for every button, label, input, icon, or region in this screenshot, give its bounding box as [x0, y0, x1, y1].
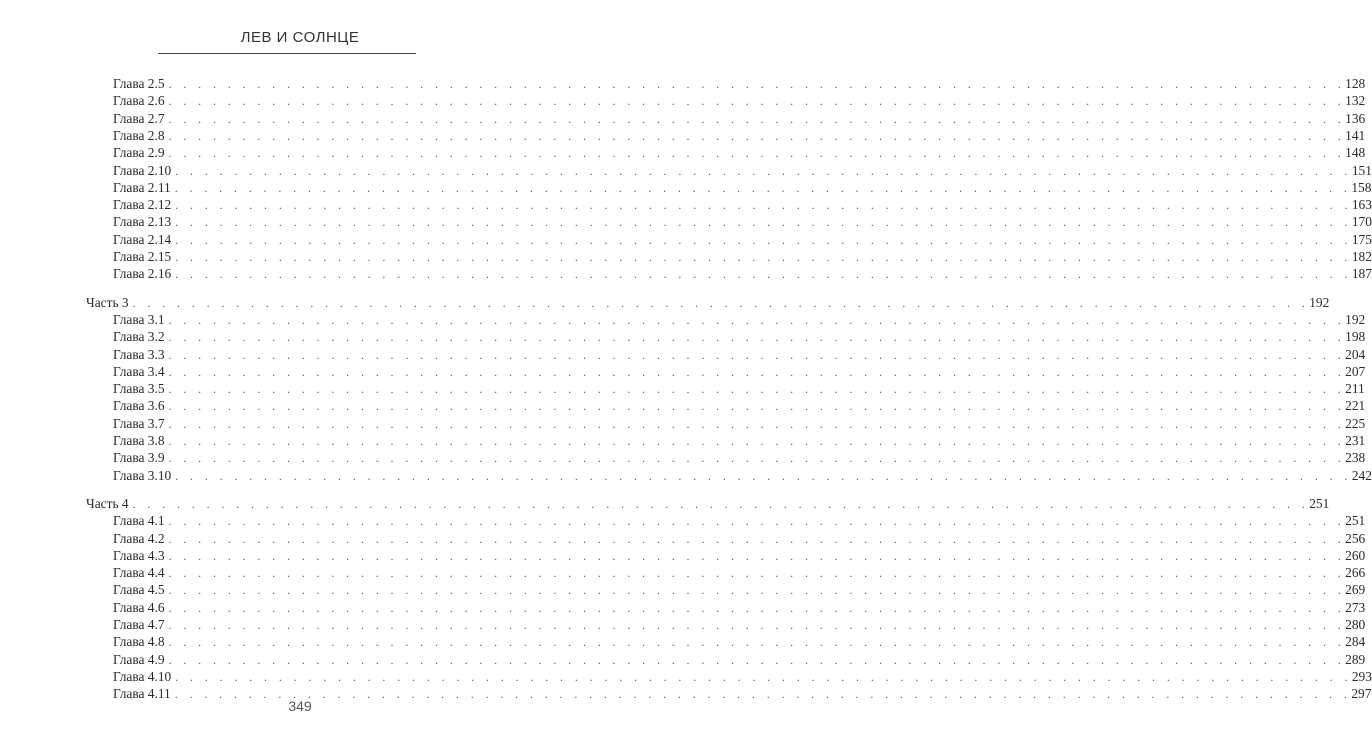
toc-chapter-entry	[113, 599, 1366, 616]
toc-entry-label: Глава 2.14	[113, 231, 172, 247]
toc-entry-page: 151	[1351, 162, 1372, 178]
toc-entry-label: Глава 2.8	[113, 127, 165, 143]
toc-dot-leader: . . . . . . . . . . . . . . . . . . . . . . . . . . . . . . . . . . . . . . . . . . . . . . . . . . . . . . . . . . . . . . . . . . . . . . . . . . . . . . . .	[175, 163, 1352, 178]
toc-entry-label: Глава 4.5	[113, 582, 165, 598]
toc-dot-leader: . . . . . . . . . . . . . . . . . . . . . . . . . . . . . . . . . . . . . . . . . . . . . . . . . . . . . . . . . . . . . . . . . . . . . . . . . . . . . . . .	[168, 111, 1346, 126]
toc-chapter-entry	[113, 616, 1366, 633]
toc-entry-label: Глава 3.9	[113, 450, 165, 466]
toc-chapter-entry	[113, 449, 1366, 466]
toc-entry-label: Глава 2.12	[113, 197, 172, 213]
toc-dot-leader: . . . . . . . . . . . . . . . . . . . . . . . . . . . . . . . . . . . . . . . . . . . . . . . . . . . . . . . . . . . . . . . . . . . . . . . . . . . . . . . .	[175, 267, 1352, 282]
toc-dot-leader: . . . . . . . . . . . . . . . . . . . . . . . . . . . . . . . . . . . . . . . . . . . . . . . . . . . . . . . . . . . . . . . . . . . . . . . . . . . . . . . .	[168, 364, 1346, 379]
toc-entry-page: 204	[1345, 346, 1366, 362]
toc-entry-page: 192	[1345, 311, 1366, 327]
toc-chapter-entry	[113, 92, 1366, 109]
toc-dot-leader: . . . . . . . . . . . . . . . . . . . . . . . . . . . . . . . . . . . . . . . . . . . . . . . . . . . . . . . . . . . . . . . . . . . . . . . . . . . . . . . .	[168, 566, 1346, 581]
toc-dot-leader: . . . . . . . . . . . . . . . . . . . . . . . . . . . . . . . . . . . . . . . . . . . . . . . . . . . . . . . . . . . . . . . . . . . . . . . . . . . . . . . .	[168, 347, 1346, 362]
toc-entry-page: 238	[1345, 450, 1366, 466]
toc-entry-page: 221	[1345, 398, 1366, 414]
toc-dot-leader: . . . . . . . . . . . . . . . . . . . . . . . . . . . . . . . . . . . . . . . . . . . . . . . . . . . . . . . . . . . . . . . . . . . . . . . . . . . . . . . .	[168, 312, 1346, 327]
toc-entry-label: Глава 3.2	[113, 329, 165, 345]
toc-dot-leader: . . . . . . . . . . . . . . . . . . . . . . . . . . . . . . . . . . . . . . . . . . . . . . . . . . . . . . . . . . . . . . . . . . . . . . . . . . . . . . . .	[174, 180, 1352, 195]
toc-chapter-entry	[113, 75, 1366, 92]
toc-chapter-entry	[113, 651, 1366, 668]
toc-dot-leader: . . . . . . . . . . . . . . . . . . . . . . . . . . . . . . . . . . . . . . . . . . . . . . . . . . . . . . . . . . . . . . . . . . . . . . . . . . . . . . . .	[175, 232, 1352, 247]
toc-chapter-entry	[113, 380, 1365, 397]
toc-chapter-entry	[113, 196, 1372, 213]
toc-entry-label: Глава 2.13	[113, 214, 172, 230]
toc-entry-label: Глава 4.11	[113, 686, 171, 702]
toc-dot-leader: . . . . . . . . . . . . . . . . . . . . . . . . . . . . . . . . . . . . . . . . . . . . . . . . . . . . . . . . . . . . . . . . . . . . . . . . . . . . . . . .	[168, 451, 1346, 466]
toc-chapter-entry	[113, 248, 1372, 265]
toc-dot-leader: . . . . . . . . . . . . . . . . . . . . . . . . . . . . . . . . . . . . . . . . . . . . . . . . . . . . . . . . . . . . . . . . . . . . . . . . . . . . . . . .	[168, 583, 1346, 598]
toc-chapter-entry	[113, 179, 1372, 196]
toc-dot-leader: . . . . . . . . . . . . . . . . . . . . . . . . . . . . . . . . . . . . . . . . . . . . . . . . . . . . . . . . . . . . . . . . . . . . . . . . . . . . . . . .	[168, 531, 1346, 546]
toc-entry-label: Глава 4.3	[113, 547, 165, 563]
toc-dot-leader: . . . . . . . . . . . . . . . . . . . . . . . . . . . . . . . . . . . . . . . . . . . . . . . . . . . . . . . . . . . . . . . . . . . . . . . . . . . . . . . .	[168, 635, 1346, 650]
toc-entry-label: Глава 3.6	[113, 398, 165, 414]
toc-entry-label: Глава 4.2	[113, 530, 165, 546]
toc-entry-page: 260	[1345, 547, 1366, 563]
toc-dot-leader: . . . . . . . . . . . . . . . . . . . . . . . . . . . . . . . . . . . . . . . . . . . . . . . . . . . . . . . . . . . . . . . . . . . . . . . . . . . . . . . .	[175, 198, 1352, 213]
toc-dot-leader: . . . . . . . . . . . . . . . . . . . . . . . . . . . . . . . . . . . . . . . . . . . . . . . . . . . . . . . . . . . . . . . . . . . . . . . . . . . . . . . .	[168, 399, 1346, 414]
toc-dot-leader: . . . . . . . . . . . . . . . . . . . . . . . . . . . . . . . . . . . . . . . . . . . . . . . . . . . . . . . . . . . . . . . . . . . . . . . . . . . . . . . .	[168, 618, 1346, 632]
toc-dot-leader: . . . . . . . . . . . . . . . . . . . . . . . . . . . . . . . . . . . . . . . . . . . . . . . . . . . . . . . . . . . . . . . . . . . . . . . . . . . . . . . .	[168, 128, 1346, 143]
toc-chapter-entry	[113, 110, 1366, 127]
toc-part-entry	[86, 294, 1330, 311]
toc-dot-leader: . . . . . . . . . . . . . . . . . . . . . . . . . . . . . . . . . . . . . . . . . . . . . . . . . . . . . . . . . . . . . . . . . . . . . . . . . . . . . . . .	[132, 295, 1310, 310]
toc-entry-label: Глава 4.1	[113, 513, 165, 529]
toc-dot-leader: . . . . . . . . . . . . . . . . . . . . . . . . . . . . . . . . . . . . . . . . . . . . . . . . . . . . . . . . . . . . . . . . . . . . . . . . . . . . . . . .	[168, 330, 1346, 345]
running-head-title: ЛЕВ И СОЛНЦЕ	[240, 29, 360, 46]
toc-chapter-entry	[113, 265, 1372, 282]
toc-entry-label: Глава 2.9	[113, 145, 165, 161]
toc-entry-label: Глава 4.9	[113, 651, 165, 667]
toc-entry-page: 266	[1345, 565, 1366, 581]
toc-part-entry	[86, 495, 1330, 512]
toc-entry-label: Глава 3.7	[113, 415, 165, 431]
toc-entry-label: Глава 2.7	[113, 110, 165, 126]
toc-chapter-entry	[113, 547, 1366, 564]
toc-chapter-entry	[113, 213, 1372, 230]
toc-entry-page: 198	[1345, 329, 1366, 345]
toc-dot-leader: . . . . . . . . . . . . . . . . . . . . . . . . . . . . . . . . . . . . . . . . . . . . . . . . . . . . . . . . . . . . . . . . . . . . . . . . . . . . . . . .	[168, 94, 1346, 109]
toc-entry-label: Глава 4.10	[113, 668, 172, 684]
toc-entry-page: 225	[1345, 415, 1366, 431]
toc-dot-leader: . . . . . . . . . . . . . . . . . . . . . . . . . . . . . . . . . . . . . . . . . . . . . . . . . . . . . . . . . . . . . . . . . . . . . . . . . . . . . . . .	[168, 382, 1346, 397]
toc-entry-page: 231	[1345, 433, 1366, 448]
toc-chapter-entry	[113, 127, 1366, 144]
toc-chapter-entry	[113, 311, 1366, 328]
toc-entry-page: 141	[1345, 127, 1366, 143]
toc-entry-page: 187	[1351, 266, 1372, 282]
toc-chapter-entry	[113, 432, 1366, 449]
toc-dot-leader: . . . . . . . . . . . . . . . . . . . . . . . . . . . . . . . . . . . . . . . . . . . . . . . . . . . . . . . . . . . . . . . . . . . . . . . . . . . . . . . .	[175, 669, 1352, 684]
toc-entry-label: Глава 3.1	[113, 311, 165, 327]
toc-chapter-entry	[113, 346, 1366, 363]
toc-entry-page: 207	[1345, 363, 1366, 379]
toc-entry-page: 128	[1345, 76, 1366, 91]
toc-entry-page: 211	[1345, 381, 1365, 397]
toc-dot-leader: . . . . . . . . . . . . . . . . . . . . . . . . . . . . . . . . . . . . . . . . . . . . . . . . . . . . . . . . . . . . . . . . . . . . . . . . . . . . . . . .	[168, 434, 1346, 448]
toc-entry-page: 251	[1309, 495, 1330, 511]
toc-dot-leader: . . . . . . . . . . . . . . . . . . . . . . . . . . . . . . . . . . . . . . . . . . . . . . . . . . . . . . . . . . . . . . . . . . . . . . . . . . . . . . . .	[168, 652, 1346, 667]
toc-dot-leader: . . . . . . . . . . . . . . . . . . . . . . . . . . . . . . . . . . . . . . . . . . . . . . . . . . . . . . . . . . . . . . . . . . . . . . . . . . . . . . . .	[132, 496, 1310, 511]
toc-entry-page: 192	[1309, 294, 1330, 310]
toc-chapter-entry	[113, 512, 1366, 529]
toc-entry-label: Глава 4.4	[113, 565, 165, 581]
toc-dot-leader: . . . . . . . . . . . . . . . . . . . . . . . . . . . . . . . . . . . . . . . . . . . . . . . . . . . . . . . . . . . . . . . . . . . . . . . . . . . . . . . .	[168, 77, 1346, 91]
toc-chapter-entry	[113, 397, 1366, 414]
toc-entry-label: Часть 3	[86, 294, 129, 310]
toc-entry-label: Глава 2.6	[113, 93, 165, 109]
toc-entry-label: Глава 3.5	[113, 381, 165, 397]
toc-chapter-entry	[113, 530, 1366, 547]
toc-dot-leader: . . . . . . . . . . . . . . . . . . . . . . . . . . . . . . . . . . . . . . . . . . . . . . . . . . . . . . . . . . . . . . . . . . . . . . . . . . . . . . . .	[175, 250, 1352, 264]
toc-entry-page: 273	[1345, 599, 1366, 615]
toc-entry-label: Глава 3.10	[113, 467, 172, 483]
toc-entry-label: Глава 3.3	[113, 346, 165, 362]
toc-entry-page: 163	[1351, 197, 1372, 213]
toc-chapter-entry	[113, 668, 1372, 685]
toc-entry-page: 284	[1345, 634, 1366, 650]
toc-entry-page: 256	[1345, 530, 1366, 546]
toc-entry-page: 269	[1345, 582, 1366, 598]
toc-entry-page: 297	[1351, 686, 1372, 702]
toc-chapter-entry	[113, 415, 1366, 432]
toc-dot-leader: . . . . . . . . . . . . . . . . . . . . . . . . . . . . . . . . . . . . . . . . . . . . . . . . . . . . . . . . . . . . . . . . . . . . . . . . . . . . . . . .	[175, 468, 1352, 483]
toc-entry-page: 251	[1345, 513, 1366, 529]
toc-entry-label: Глава 2.15	[113, 249, 172, 264]
toc-entry-label: Часть 4	[86, 495, 129, 511]
page-number: 349	[288, 698, 312, 714]
toc-entry-label: Глава 2.16	[113, 266, 172, 282]
toc-entry-label: Глава 4.7	[113, 617, 165, 632]
toc-entry-page: 280	[1345, 617, 1366, 632]
toc-dot-leader: . . . . . . . . . . . . . . . . . . . . . . . . . . . . . . . . . . . . . . . . . . . . . . . . . . . . . . . . . . . . . . . . . . . . . . . . . . . . . . . .	[168, 514, 1346, 529]
toc-entry-label: Глава 3.8	[113, 433, 165, 448]
toc-dot-leader: . . . . . . . . . . . . . . . . . . . . . . . . . . . . . . . . . . . . . . . . . . . . . . . . . . . . . . . . . . . . . . . . . . . . . . . . . . . . . . . .	[168, 416, 1346, 431]
toc-entry-page: 289	[1345, 651, 1366, 667]
toc-dot-leader: . . . . . . . . . . . . . . . . . . . . . . . . . . . . . . . . . . . . . . . . . . . . . . . . . . . . . . . . . . . . . . . . . . . . . . . . . . . . . . . .	[168, 548, 1346, 563]
toc-dot-leader: . . . . . . . . . . . . . . . . . . . . . . . . . . . . . . . . . . . . . . . . . . . . . . . . . . . . . . . . . . . . . . . . . . . . . . . . . . . . . . . .	[175, 215, 1352, 230]
toc-entry-page: 136	[1345, 110, 1366, 126]
toc-entry-label: Глава 2.11	[113, 179, 171, 195]
toc-chapter-entry	[113, 564, 1366, 581]
toc-dot-leader: . . . . . . . . . . . . . . . . . . . . . . . . . . . . . . . . . . . . . . . . . . . . . . . . . . . . . . . . . . . . . . . . . . . . . . . . . . . . . . . .	[168, 600, 1346, 615]
toc-entry-page: 175	[1351, 231, 1372, 247]
toc-entry-page: 132	[1345, 93, 1366, 109]
toc-entry-label: Глава 3.4	[113, 363, 165, 379]
header-rule	[158, 53, 416, 54]
toc-entry-page: 242	[1351, 467, 1372, 483]
toc-entry-page: 170	[1351, 214, 1372, 230]
toc-chapter-entry	[113, 144, 1366, 161]
toc-dot-leader: . . . . . . . . . . . . . . . . . . . . . . . . . . . . . . . . . . . . . . . . . . . . . . . . . . . . . . . . . . . . . . . . . . . . . . . . . . . . . . . .	[174, 687, 1352, 702]
toc-chapter-entry	[113, 363, 1366, 380]
toc-entry-label: Глава 2.5	[113, 76, 165, 91]
toc-dot-leader: . . . . . . . . . . . . . . . . . . . . . . . . . . . . . . . . . . . . . . . . . . . . . . . . . . . . . . . . . . . . . . . . . . . . . . . . . . . . . . . .	[168, 146, 1346, 161]
toc-entry-page: 148	[1345, 145, 1366, 161]
toc-entry-page: 293	[1351, 668, 1372, 684]
toc-entry-page: 182	[1351, 249, 1372, 264]
toc-chapter-entry	[113, 633, 1366, 650]
toc-chapter-entry	[113, 581, 1366, 598]
toc-chapter-entry	[113, 467, 1372, 484]
toc-entry-label: Глава 4.8	[113, 634, 165, 650]
toc-chapter-entry	[113, 328, 1366, 345]
toc-chapter-entry	[113, 162, 1372, 179]
toc-entry-label: Глава 2.10	[113, 162, 172, 178]
toc-chapter-entry	[113, 231, 1372, 248]
toc-entry-label: Глава 4.6	[113, 599, 165, 615]
toc-entry-page: 158	[1351, 179, 1372, 195]
